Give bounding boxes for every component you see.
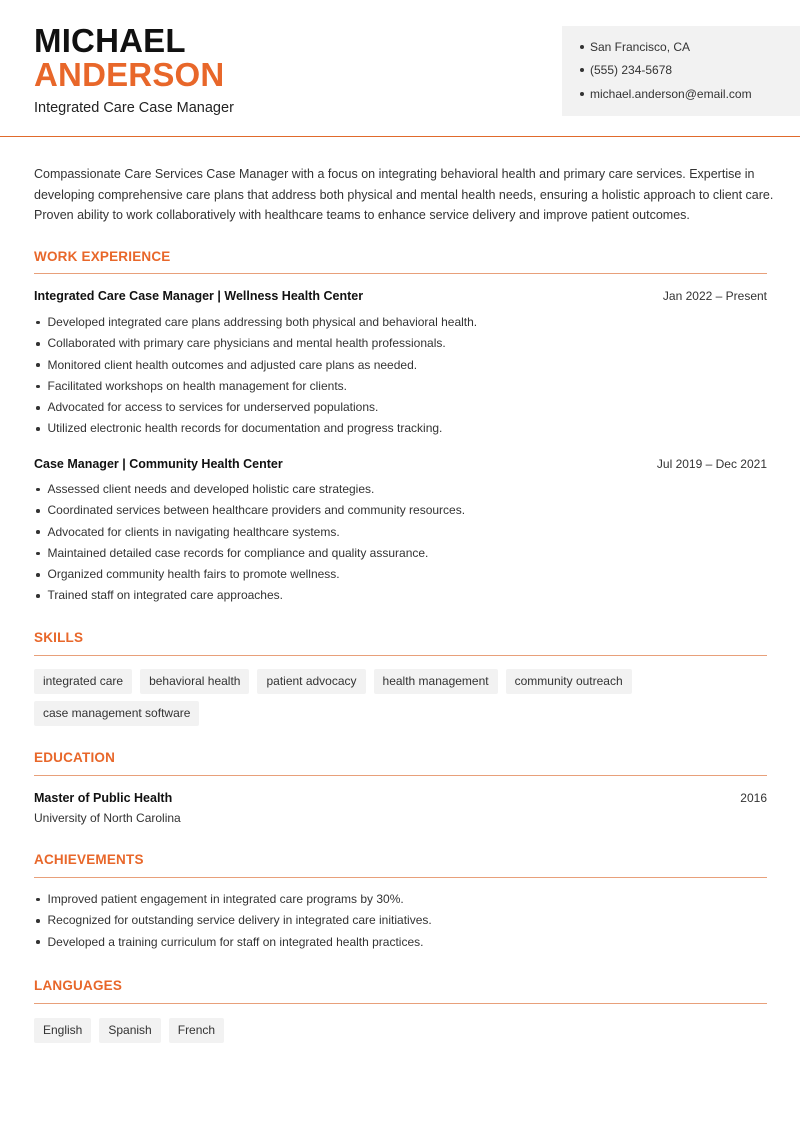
summary: Compassionate Care Services Case Manager with a focus on integrating behavioral health and primary care services. Expertise in developing comprehensive care plans that address both physical and mental health needs, ensuring a holistic approach to client care. Proven ability to work collaboratively with healthcare teams to enhance service delivery and improve patient outcomes. — [34, 167, 774, 222]
bullet-icon — [36, 363, 40, 367]
language-tag: Spanish — [99, 1018, 160, 1043]
job-dates: Jul 2019 – Dec 2021 — [656, 457, 767, 471]
list-item — [34, 932, 767, 953]
school-name: University of North Carolina — [34, 811, 181, 825]
languages-list — [34, 1018, 767, 1043]
contact-location-text: San Francisco, CA — [590, 40, 691, 54]
bullet-text: Developed a training curriculum for staff on integrated health practices. — [47, 934, 424, 949]
bullet-text: Trained staff on integrated care approaches. — [47, 588, 283, 603]
list-item — [34, 333, 767, 354]
bullet-text: Organized community health fairs to promote wellness. — [47, 567, 340, 582]
degree: Master of Public Health — [34, 791, 173, 805]
resume-header — [0, 0, 800, 137]
contact-phone — [580, 63, 672, 77]
bullet-icon — [36, 898, 40, 902]
bullet-text: Advocated for clients in navigating healthcare systems. — [47, 524, 340, 539]
skill-tag: behavioral health — [140, 669, 249, 694]
list-item — [34, 543, 767, 564]
list-item — [34, 564, 767, 585]
skill-tag: integrated care — [34, 669, 132, 694]
section-divider — [34, 1003, 767, 1004]
first-name: MICHAEL — [34, 22, 186, 59]
bullet-text: Maintained detailed case records for compliance and quality assurance. — [47, 545, 429, 560]
list-item — [34, 585, 767, 606]
job-title-company: Case Manager | Community Health Center — [34, 457, 283, 471]
bullet-icon — [36, 427, 40, 431]
bullet-icon — [36, 406, 40, 410]
list-item — [34, 500, 767, 521]
contact-email[interactable] — [580, 87, 752, 101]
bullet-icon — [36, 552, 40, 556]
last-name: ANDERSON — [34, 56, 225, 93]
skill-tag: patient advocacy — [257, 669, 365, 694]
skill-tag: community outreach — [506, 669, 632, 694]
list-item — [34, 479, 767, 500]
bullet-icon — [36, 573, 40, 577]
section-divider — [34, 273, 767, 274]
language-tag: French — [169, 1018, 224, 1043]
bullet-text: Collaborated with primary care physicians and mental health professionals. — [47, 336, 446, 351]
list-item — [34, 889, 767, 910]
bullet-text: Utilized electronic health records for documentation and progress tracking. — [47, 421, 443, 436]
skills-list — [34, 669, 767, 726]
contact-phone-text: (555) 234-5678 — [590, 63, 673, 77]
section-title-languages: LANGUAGES — [34, 978, 123, 993]
bullet-icon — [36, 530, 40, 534]
section-title-work: WORK EXPERIENCE — [34, 249, 171, 264]
list-item — [34, 376, 767, 397]
bullet-icon — [36, 385, 40, 389]
job-dates: Jan 2022 – Present — [662, 289, 767, 303]
bullet-text: Facilitated workshops on health management for clients. — [47, 378, 347, 393]
section-divider — [34, 877, 767, 878]
job-header — [34, 289, 767, 303]
list-item — [34, 418, 767, 439]
education-row — [34, 791, 767, 805]
section-title-education: EDUCATION — [34, 750, 116, 765]
bullet-icon — [36, 919, 40, 923]
section-title-skills: SKILLS — [34, 630, 84, 645]
bullet-text: Monitored client health outcomes and adjusted care plans as needed. — [47, 357, 418, 372]
contact-location — [580, 40, 690, 54]
bullet-icon — [36, 488, 40, 492]
contact-email-text[interactable]: michael.anderson@email.com — [590, 87, 752, 101]
bullet-text: Coordinated services between healthcare providers and community resources. — [47, 503, 466, 518]
job-title-company: Integrated Care Case Manager | Wellness Health Center — [34, 289, 364, 303]
language-tag: English — [34, 1018, 91, 1043]
bullet-icon — [36, 940, 40, 944]
job-bullets — [34, 312, 767, 440]
bullet-icon — [580, 68, 584, 72]
list-item — [34, 910, 767, 931]
bullet-text: Improved patient engagement in integrated care programs by 30%. — [47, 892, 404, 906]
list-item — [34, 355, 767, 376]
section-title-achievements: ACHIEVEMENTS — [34, 852, 144, 867]
skill-tag: case management software — [34, 701, 199, 726]
bullet-icon — [36, 509, 40, 513]
skill-tag: health management — [374, 669, 498, 694]
job-bullets — [34, 479, 767, 607]
list-item — [34, 397, 767, 418]
bullet-icon — [36, 342, 40, 346]
graduation-year: 2016 — [740, 791, 767, 805]
section-divider — [34, 775, 767, 776]
job-header — [34, 457, 767, 471]
bullet-icon — [580, 92, 584, 96]
list-item — [34, 522, 767, 543]
bullet-text: Recognized for outstanding service delivery in integrated care initiatives. — [47, 913, 432, 928]
contact-box — [562, 26, 800, 116]
bullet-icon — [36, 321, 40, 325]
bullet-icon — [36, 594, 40, 598]
bullet-text: Developed integrated care plans addressing both physical and behavioral health. — [47, 315, 478, 329]
list-item — [34, 312, 767, 333]
section-divider — [34, 655, 767, 656]
bullet-text: Assessed client needs and developed holistic care strategies. — [47, 482, 375, 496]
bullet-text: Advocated for access to services for underserved populations. — [47, 400, 379, 415]
achievement-bullets — [34, 889, 767, 953]
job-title: Integrated Care Case Manager — [34, 100, 234, 116]
bullet-icon — [580, 45, 584, 49]
